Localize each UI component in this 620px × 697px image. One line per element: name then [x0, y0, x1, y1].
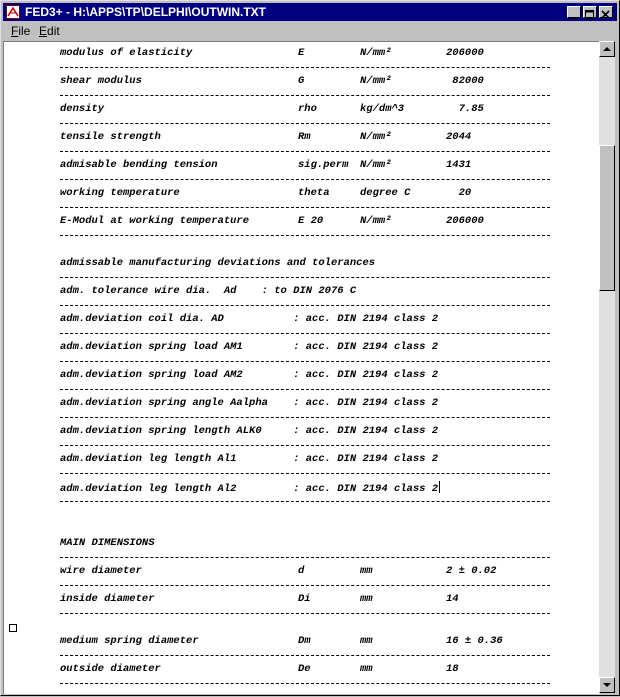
- text-cursor: [439, 481, 440, 493]
- property-symbol: E: [298, 47, 305, 59]
- separator: [60, 151, 550, 152]
- separator: [60, 361, 550, 362]
- tolerance-text: adm.deviation spring load AM1 : acc. DIN 2194 class 2: [60, 341, 439, 353]
- dimension-row: [4, 663, 459, 677]
- dimension-unit: mm: [360, 593, 373, 605]
- property-unit: N/mm²: [360, 159, 392, 171]
- property-unit: N/mm²: [360, 131, 392, 143]
- separator: [60, 179, 550, 180]
- menu-edit[interactable]: [39, 24, 60, 38]
- separator: [60, 501, 550, 502]
- separator: [60, 613, 550, 614]
- separator: [60, 473, 550, 474]
- separator: [60, 445, 550, 446]
- maximize-icon: [584, 10, 596, 20]
- separator: [60, 95, 550, 96]
- property-symbol: E 20: [298, 215, 324, 227]
- tolerances-heading: admissable manufacturing deviations and tolerances: [60, 257, 376, 269]
- title-bar[interactable]: [3, 3, 617, 21]
- property-row: [4, 215, 484, 229]
- property-name: shear modulus: [60, 75, 142, 87]
- separator: [60, 585, 550, 586]
- dimension-symbol: Dm: [298, 635, 311, 647]
- menu-bar: [3, 22, 617, 40]
- app-icon[interactable]: [6, 5, 20, 19]
- separator: [60, 207, 550, 208]
- menu-edit-label: dit: [47, 24, 60, 38]
- property-value: 7.85: [446, 103, 484, 115]
- menu-file[interactable]: [11, 24, 30, 38]
- scroll-down-button[interactable]: [599, 677, 615, 693]
- close-icon: [600, 10, 612, 20]
- separator: [60, 389, 550, 390]
- property-value: 206000: [446, 47, 484, 59]
- property-value: 2044: [446, 131, 472, 143]
- minimize-button[interactable]: [567, 6, 581, 18]
- tolerance-text: adm.deviation leg length Al2 : acc. DIN 2194 class 2: [60, 483, 439, 495]
- property-name: modulus of elasticity: [60, 47, 193, 59]
- dimension-name: wire diameter: [60, 565, 142, 577]
- main-dimensions-heading: MAIN DIMENSIONS: [60, 537, 155, 549]
- property-unit: N/mm²: [360, 47, 392, 59]
- property-row: [4, 75, 484, 89]
- property-name: tensile strength: [60, 131, 161, 143]
- separator: [60, 683, 550, 684]
- property-unit: N/mm²: [360, 215, 392, 227]
- dimension-symbol: De: [298, 663, 311, 675]
- dimension-unit: mm: [360, 635, 373, 647]
- property-symbol: Rm: [298, 131, 311, 143]
- window-title: FED3+ - H:\APPS\TP\DELPHI\OUTWIN.TXT: [25, 5, 267, 19]
- dimension-row: [4, 593, 459, 607]
- scroll-thumb[interactable]: [599, 145, 615, 291]
- dimension-name: medium spring diameter: [60, 635, 199, 647]
- dimension-value: 2 ± 0.02: [446, 565, 497, 577]
- property-symbol: theta: [298, 187, 330, 199]
- property-row: [4, 159, 472, 173]
- dimension-row: [4, 565, 497, 579]
- maximize-button[interactable]: [583, 6, 597, 18]
- separator: [60, 235, 550, 236]
- dimension-symbol: Di: [298, 593, 311, 605]
- separator: [60, 123, 550, 124]
- separator: [60, 277, 550, 278]
- tolerance-text: adm.deviation leg length Al1 : acc. DIN 2194 class 2: [60, 453, 439, 465]
- dimension-name: inside diameter: [60, 593, 155, 605]
- property-symbol: G: [298, 75, 305, 87]
- property-unit: N/mm²: [360, 75, 392, 87]
- tolerance-text: adm.deviation spring load AM2 : acc. DIN 2194 class 2: [60, 369, 439, 381]
- separator: [60, 67, 550, 68]
- close-button[interactable]: [599, 6, 613, 18]
- minimize-icon: [568, 10, 580, 20]
- property-symbol: rho: [298, 103, 317, 115]
- tolerance-text: adm.deviation coil dia. AD : acc. DIN 2194 class 2: [60, 313, 439, 325]
- separator: [60, 655, 550, 656]
- dimension-row: [4, 635, 503, 649]
- arrow-down-icon: [600, 678, 614, 692]
- vertical-scrollbar[interactable]: [599, 41, 615, 693]
- property-name: density: [60, 103, 105, 115]
- property-value: 206000: [446, 215, 484, 227]
- dimension-name: outside diameter: [60, 663, 161, 675]
- dimension-value: 16 ± 0.36: [446, 635, 503, 647]
- separator: [60, 333, 550, 334]
- dimension-value: 14: [446, 593, 459, 605]
- margin-marker: [9, 624, 17, 632]
- dimension-unit: mm: [360, 565, 373, 577]
- arrow-up-icon: [600, 42, 614, 56]
- tolerance-text: adm. tolerance wire dia. Ad : to DIN 2076 C: [60, 285, 357, 297]
- property-name: working temperature: [60, 187, 180, 199]
- property-row: [4, 187, 472, 201]
- property-row: [4, 131, 472, 145]
- property-value: 82000: [446, 75, 484, 87]
- property-name: E-Modul at working temperature: [60, 215, 250, 227]
- property-value: 20: [446, 187, 472, 199]
- property-unit: degree C: [360, 187, 411, 199]
- property-unit: kg/dm^3: [360, 103, 405, 115]
- property-symbol: sig.perm: [298, 159, 349, 171]
- dimension-value: 18: [446, 663, 459, 675]
- text-editor[interactable]: [3, 41, 600, 694]
- property-value: 1431: [446, 159, 472, 171]
- tolerance-text: adm.deviation spring length ALK0 : acc. DIN 2194 class 2: [60, 425, 439, 437]
- menu-file-label: ile: [18, 24, 31, 38]
- section-heading: [4, 537, 155, 551]
- separator: [60, 417, 550, 418]
- separator: [60, 305, 550, 306]
- menu-edit-mnemonic: E: [39, 24, 48, 38]
- property-name: admisable bending tension: [60, 159, 218, 171]
- property-row: [4, 47, 484, 61]
- tolerance-text: adm.deviation spring angle Aalpha : acc. DIN 2194 class 2: [60, 397, 439, 409]
- separator: [60, 557, 550, 558]
- menu-file-mnemonic: F: [11, 24, 19, 38]
- section-heading: [4, 257, 376, 271]
- scroll-up-button[interactable]: [599, 41, 615, 57]
- property-row: [4, 103, 484, 117]
- dimension-symbol: d: [298, 565, 305, 577]
- dimension-unit: mm: [360, 663, 373, 675]
